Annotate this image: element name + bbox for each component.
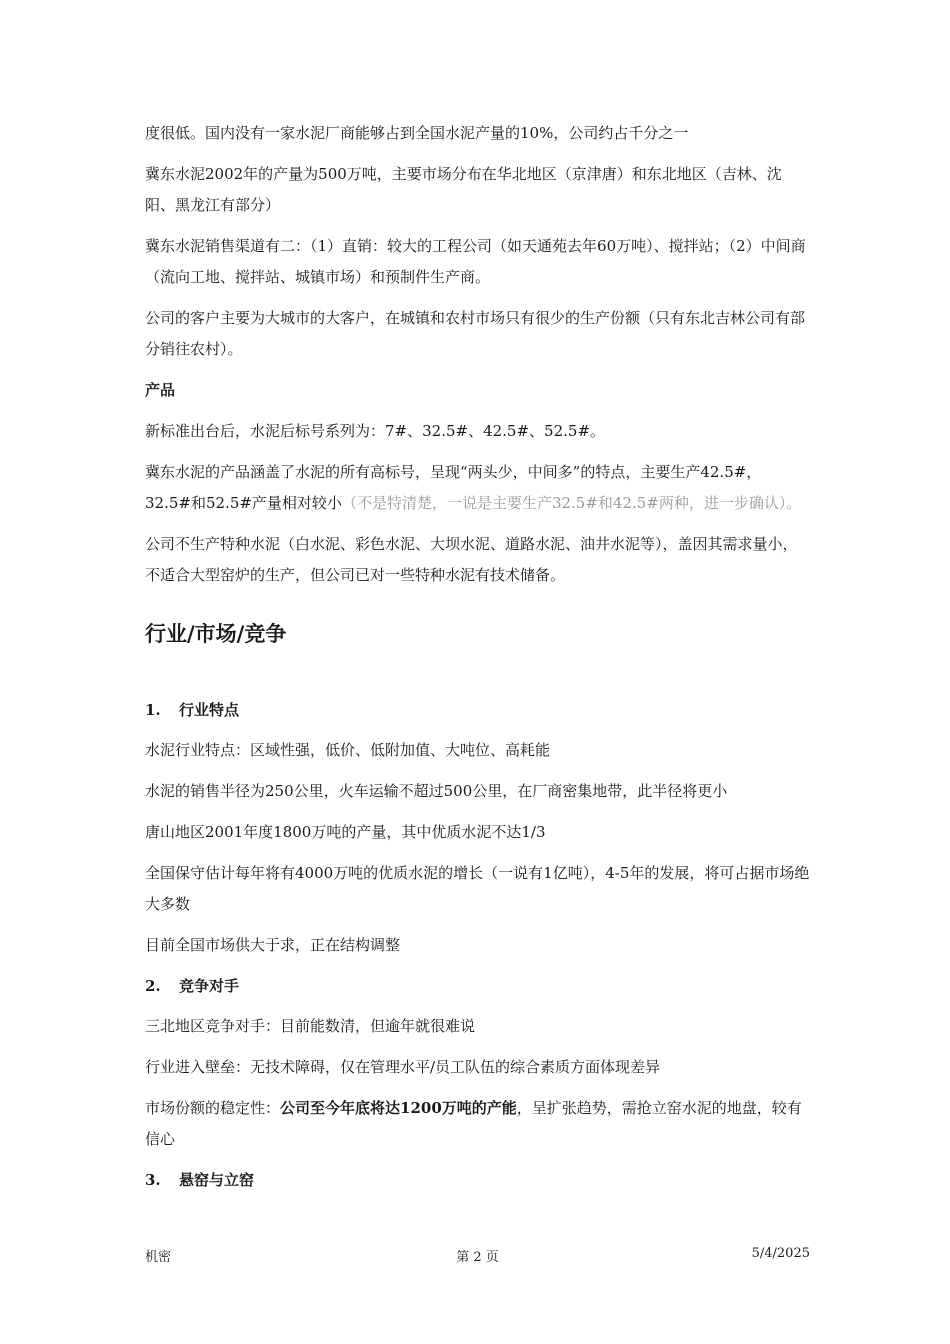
paragraph: 冀东水泥2002年的产量为500万吨，主要市场分布在华北地区（京津唐）和东北地区（吉林、沈阳、黑龙江有部分） [145,165,782,214]
paragraph [145,457,810,519]
footer-date: 5/4/2025 [751,1246,810,1261]
section-title: 行业/市场/竞争 [145,622,287,646]
paragraph-text: 市场份额的稳定性： [145,1099,281,1117]
confidential-label: 机密 [145,1250,172,1265]
subsection-title: 竞争对手 [179,977,240,995]
paragraph-text: ，呈扩张趋势，需抢立窑水泥的地盘，较有信心 [145,1099,802,1148]
document-body [145,118,810,1205]
subsection-heading [145,1165,810,1195]
paragraph: 水泥行业特点：区域性强，低价、低附加值、大吨位、高耗能 [145,741,551,759]
paragraph: 新标准出台后，水泥后标号系列为：7#、32.5#、42.5#、52.5#。 [145,422,606,440]
paragraph: 三北地区竞争对手：目前能数清，但逾年就很难说 [145,1017,476,1035]
subsection-heading [145,695,810,725]
subsection-title: 悬窑与立窑 [179,1171,255,1189]
paragraph: 行业进入壁垒：无技术障碍，仅在管理水平/员工队伍的综合素质方面体现差异 [145,1058,661,1076]
subsection-title: 行业特点 [179,701,240,719]
paragraph: 度很低。国内没有一家水泥厂商能够占到全国水泥产量的10%，公司约占千分之一 [145,124,689,142]
uncertain-note: （不是特清楚，一说是主要生产32.5#和42.5#两种，进一步确认）。 [341,494,802,512]
paragraph: 冀东水泥销售渠道有二：（1）直销：较大的工程公司（如天通苑去年60万吨）、搅拌站；（2）中间商（流向工地、搅拌站、城镇市场）和预制件生产商。 [145,237,806,286]
paragraph: 水泥的销售半径为250公里，火车运输不超过500公里，在厂商密集地带，此半径将更小 [145,782,728,800]
product-heading: 产品 [145,381,176,399]
subsection-number: 2. [145,977,161,995]
paragraph: 公司的客户主要为大城市的大客户，在城镇和农村市场只有很少的生产份额（只有东北吉林公司有部分销往农村）。 [145,309,806,358]
paragraph [145,1093,810,1155]
page-number: 第 2 页 [456,1250,499,1265]
emphasis-text: 公司至今年底将达1200万吨的产能 [280,1099,517,1117]
paragraph-text: 冀东水泥的产品涵盖了水泥的所有高标号，呈现“两头少，中间多”的特点，主要生产42.5#， 32.5#和52.5#产量相对较小 [145,463,762,512]
subsection-heading [145,971,810,1001]
page-footer [145,1246,810,1266]
subsection-number: 3. [145,1171,161,1189]
paragraph: 目前全国市场供大于求，正在结构调整 [145,936,401,954]
subsection-number: 1. [145,701,161,719]
paragraph: 唐山地区2001年度1800万吨的产量，其中优质水泥不达1/3 [145,823,546,841]
paragraph: 公司不生产特种水泥（白水泥、彩色水泥、大坝水泥、道路水泥、油井水泥等），盖因其需求量小，不适合大型窑炉的生产，但公司已对一些特种水泥有技术储备。 [145,535,798,584]
paragraph: 全国保守估计每年将有4000万吨的优质水泥的增长（一说有1亿吨），4-5年的发展，将可占据市场绝大多数 [145,864,810,913]
